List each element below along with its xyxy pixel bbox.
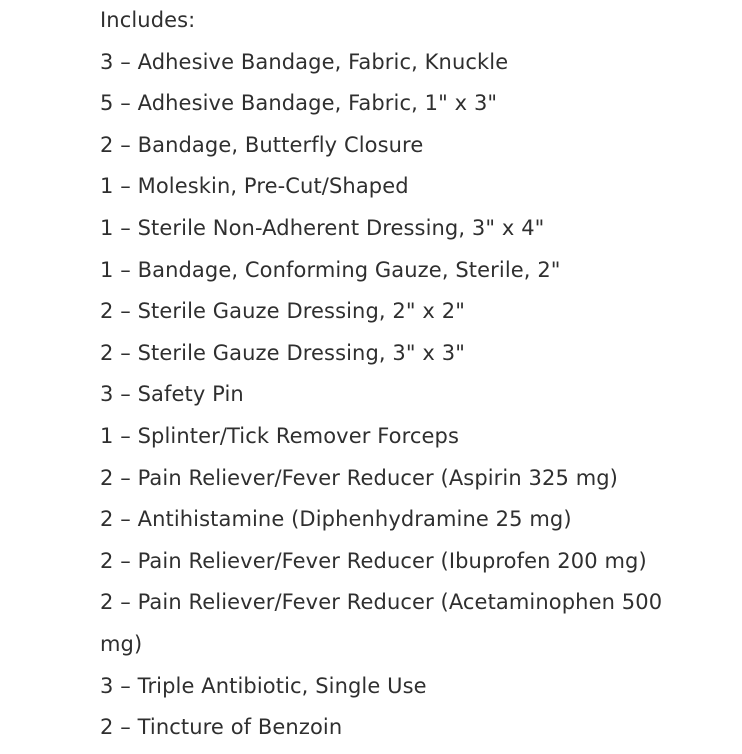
list-item: 2 – Tincture of Benzoin: [100, 715, 343, 740]
list-item: 2 – Pain Reliever/Fever Reducer (Aspirin 325 mg): [100, 465, 618, 490]
list-item: 1 – Splinter/Tick Remover Forceps: [100, 423, 460, 448]
list-item: 1 – Moleskin, Pre-Cut/Shaped: [100, 174, 409, 199]
list-item: 3 – Triple Antibiotic, Single Use: [100, 673, 427, 698]
list-item: 2 – Sterile Gauze Dressing, 3" x 3": [100, 340, 465, 365]
list-item: 3 – Adhesive Bandage, Fabric, Knuckle: [100, 49, 509, 74]
list-item: 2 – Pain Reliever/Fever Reducer (Acetaminophen 500 mg): [100, 590, 663, 656]
list-item: 1 – Bandage, Conforming Gauze, Sterile, 2": [100, 257, 561, 282]
list-item: 2 – Bandage, Butterfly Closure: [100, 132, 424, 157]
list-item: 2 – Sterile Gauze Dressing, 2" x 2": [100, 299, 465, 324]
list-item: 2 – Pain Reliever/Fever Reducer (Ibuprofen 200 mg): [100, 548, 647, 573]
list-item: 3 – Safety Pin: [100, 382, 244, 407]
list-item: 1 – Sterile Non-Adherent Dressing, 3" x 4": [100, 215, 545, 240]
includes-heading: Includes:: [100, 8, 196, 32]
list-item: 5 – Adhesive Bandage, Fabric, 1" x 3": [100, 91, 498, 116]
list-item: 2 – Antihistamine (Diphenhydramine 25 mg): [100, 507, 572, 532]
contents-list: [100, 42, 690, 749]
kit-contents: [100, 0, 690, 749]
